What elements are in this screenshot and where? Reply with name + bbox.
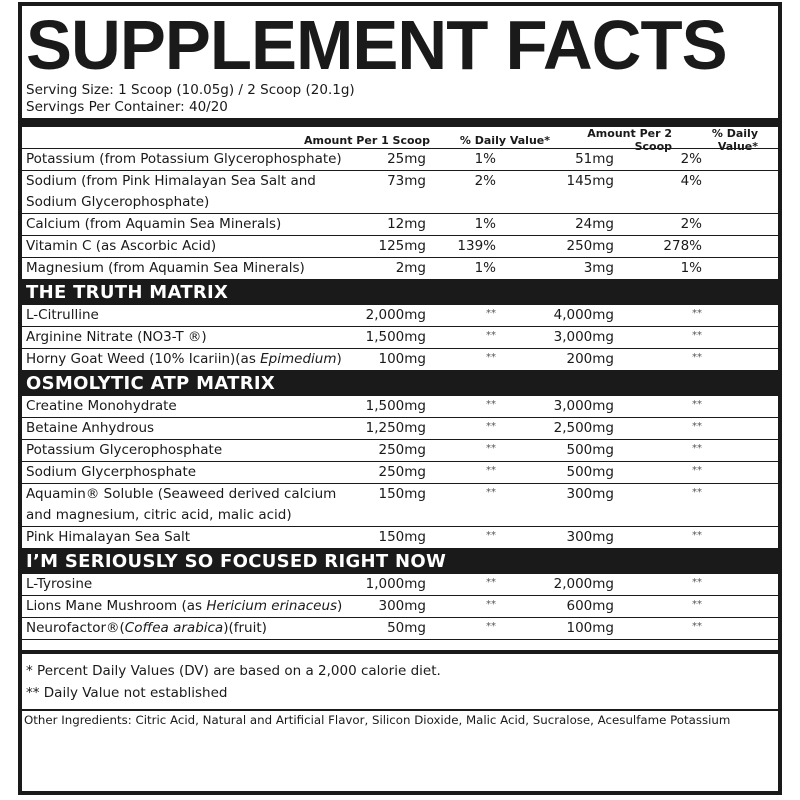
ingredient-name: Betaine Anhydrous [26,420,155,436]
table-row [22,618,778,640]
table-row [22,596,778,618]
amount-2-scoop: 300mg [566,529,614,545]
daily-value-1-scoop: 1% [474,151,496,167]
ingredient-name: L-Citrulline [26,307,99,323]
table-row [22,440,778,462]
amount-1-scoop: 1,500mg [365,398,426,414]
amount-2-scoop: 2,000mg [553,576,614,592]
amount-1-scoop: 1,000mg [365,576,426,592]
table-row [22,484,778,527]
other-ingredients: Other Ingredients: Citric Acid, Natural and Artificial Flavor, Silicon Dioxide, Malic Acid, Sucralose, Acesulfame Potassium [22,709,778,729]
amount-1-scoop: 250mg [378,442,426,458]
daily-value-1-scoop: ** [486,599,496,610]
amount-2-scoop: 300mg [566,486,614,502]
amount-2-scoop: 3,000mg [553,329,614,345]
table-row [22,149,778,171]
table-row [22,236,778,258]
daily-value-1-scoop: ** [486,577,496,588]
amount-1-scoop: 150mg [378,486,426,502]
section-header: THE TRUTH MATRIX [22,280,778,305]
table-row [22,349,778,371]
daily-value-2-scoop: 278% [663,238,702,254]
amount-1-scoop: 100mg [378,351,426,367]
supplement-facts-panel [18,2,782,795]
daily-value-1-scoop: ** [486,530,496,541]
daily-value-1-scoop: ** [486,443,496,454]
daily-value-2-scoop: 2% [680,216,702,232]
daily-value-1-scoop: ** [486,465,496,476]
ingredient-name: Creatine Monohydrate [26,398,177,414]
column-header: Amount Per 1 Scoop [304,133,430,147]
amount-2-scoop: 24mg [575,216,614,232]
daily-value-1-scoop: ** [486,308,496,319]
amount-2-scoop: 51mg [575,151,614,167]
ingredient-name: Calcium (from Aquamin Sea Minerals) [26,216,282,232]
daily-value-2-scoop: 1% [680,260,702,276]
ingredient-name: L-Tyrosine [26,576,93,592]
amount-1-scoop: 2mg [395,260,426,276]
daily-value-2-scoop: ** [692,487,702,498]
amount-2-scoop: 100mg [566,620,614,636]
amount-1-scoop: 12mg [387,216,426,232]
daily-value-2-scoop: ** [692,399,702,410]
daily-value-1-scoop: ** [486,399,496,410]
daily-value-2-scoop: ** [692,421,702,432]
ingredient-name: Potassium Glycerophosphate [26,442,223,458]
column-header: % Daily Value* [711,127,758,153]
daily-value-1-scoop: 139% [457,238,496,254]
amount-2-scoop: 200mg [566,351,614,367]
ingredient-name: Potassium (from Potassium Glycerophosphate) [26,151,342,167]
ingredient-name: Pink Himalayan Sea Salt [26,529,191,545]
amount-1-scoop: 250mg [378,464,426,480]
amount-1-scoop: 1,500mg [365,329,426,345]
ingredient-name: Neurofactor®(Coffea arabica)(fruit) [26,620,267,636]
footnote-dv: * Percent Daily Values (DV) are based on a 2,000 calorie diet. [26,663,441,679]
amount-1-scoop: 125mg [378,238,426,254]
ingredient-name: Aquamin® Soluble (Seaweed derived calcium and magnesium, citric acid, malic acid) [26,486,337,523]
footnotes [22,650,778,704]
table-row [22,418,778,440]
ingredient-name: Magnesium (from Aquamin Sea Minerals) [26,260,305,276]
amount-2-scoop: 250mg [566,238,614,254]
daily-value-2-scoop: ** [692,599,702,610]
daily-value-2-scoop: 4% [680,173,702,189]
daily-value-1-scoop: ** [486,330,496,341]
amount-2-scoop: 4,000mg [553,307,614,323]
daily-value-2-scoop: ** [692,330,702,341]
daily-value-2-scoop: ** [692,308,702,319]
table-row [22,396,778,418]
section-header: I’M SERIOUSLY SO FOCUSED RIGHT NOW [22,549,778,574]
daily-value-2-scoop: ** [692,352,702,363]
thick-divider [22,118,778,127]
ingredient-name: Lions Mane Mushroom (as Hericium erinaceus) [26,598,343,614]
section-header: OSMOLYTIC ATP MATRIX [22,371,778,396]
daily-value-1-scoop: 1% [474,260,496,276]
nutrient-table [22,149,778,280]
table-row [22,574,778,596]
amount-1-scoop: 1,250mg [365,420,426,436]
amount-1-scoop: 150mg [378,529,426,545]
table-row [22,305,778,327]
amount-1-scoop: 300mg [378,598,426,614]
amount-1-scoop: 25mg [387,151,426,167]
amount-2-scoop: 2,500mg [553,420,614,436]
daily-value-2-scoop: ** [692,621,702,632]
table-row [22,527,778,549]
daily-value-1-scoop: ** [486,421,496,432]
servings-per-container: Servings Per Container: 40/20 [26,99,228,115]
amount-2-scoop: 500mg [566,442,614,458]
amount-1-scoop: 2,000mg [365,307,426,323]
amount-1-scoop: 73mg [387,173,426,189]
daily-value-1-scoop: ** [486,621,496,632]
daily-value-1-scoop: 1% [474,216,496,232]
column-header: % Daily Value* [459,133,550,147]
column-header: Amount Per 2 Scoop [587,127,672,153]
amount-2-scoop: 3,000mg [553,398,614,414]
ingredient-name: Sodium (from Pink Himalayan Sea Salt and Sodium Glycerophosphate) [26,173,316,210]
daily-value-2-scoop: 2% [680,151,702,167]
column-header-row [22,127,778,153]
daily-value-2-scoop: ** [692,530,702,541]
serving-size: Serving Size: 1 Scoop (10.05g) / 2 Scoop (20.1g) [26,82,355,98]
amount-2-scoop: 600mg [566,598,614,614]
amount-2-scoop: 145mg [566,173,614,189]
daily-value-2-scoop: ** [692,465,702,476]
daily-value-2-scoop: ** [692,443,702,454]
table-row [22,462,778,484]
amount-2-scoop: 500mg [566,464,614,480]
amount-2-scoop: 3mg [583,260,614,276]
ingredient-name: Arginine Nitrate (NO3-T ®) [26,329,207,345]
daily-value-1-scoop: 2% [474,173,496,189]
table-row [22,258,778,280]
table-row [22,327,778,349]
amount-1-scoop: 50mg [387,620,426,636]
table-row [22,171,778,214]
daily-value-1-scoop: ** [486,487,496,498]
ingredient-name: Sodium Glycerphosphate [26,464,197,480]
blend-sections [22,280,778,640]
footnote-not-established: ** Daily Value not established [26,685,228,701]
table-row [22,214,778,236]
daily-value-1-scoop: ** [486,352,496,363]
panel-title: SUPPLEMENT FACTS [26,6,727,84]
ingredient-name: Vitamin C (as Ascorbic Acid) [26,238,217,254]
ingredient-name: Horny Goat Weed (10% Icariin)(as Epimedium) [26,351,342,367]
daily-value-2-scoop: ** [692,577,702,588]
